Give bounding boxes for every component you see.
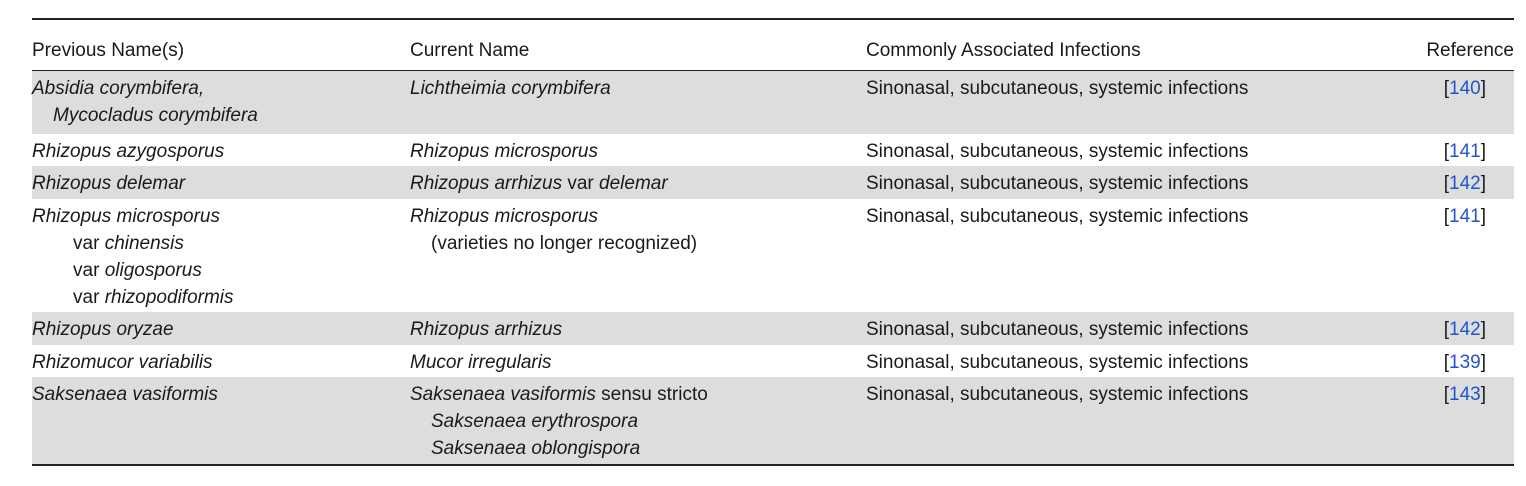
infection-text: Sinonasal, subcutaneous, systemic infections	[866, 384, 1249, 405]
bracket-open: [	[1443, 352, 1450, 373]
header-infections: Commonly Associated Infections	[866, 40, 1141, 61]
table-row	[32, 312, 1514, 345]
bracket-close: ]	[1480, 384, 1486, 405]
table-row	[32, 199, 1514, 312]
table-row	[32, 377, 1514, 464]
current-name-text: Saksenaea erythrospora	[431, 411, 639, 432]
cell-previous-name	[32, 316, 410, 345]
bracket-close: ]	[1480, 352, 1486, 373]
bracket-open: [	[1443, 319, 1450, 340]
cell-infections	[866, 349, 1396, 377]
cell-reference	[1396, 170, 1514, 199]
current-name-text: Saksenaea oblongispora	[431, 438, 641, 459]
current-name-note: (varieties no longer recognized)	[431, 233, 698, 254]
cell-previous-name	[32, 203, 410, 312]
bracket-open: [	[1443, 173, 1450, 194]
variety-label: var	[73, 260, 105, 281]
header-current-name: Current Name	[410, 40, 530, 61]
current-name-qualifier: var	[562, 173, 600, 194]
cell-reference	[1396, 381, 1514, 464]
cell-current-name	[410, 349, 866, 377]
bracket-close: ]	[1480, 141, 1486, 162]
cell-previous-name	[32, 75, 410, 134]
infection-text: Sinonasal, subcutaneous, systemic infections	[866, 78, 1249, 99]
cell-infections	[866, 75, 1396, 134]
cell-reference	[1396, 349, 1514, 377]
current-name-text: Lichtheimia corymbifera	[410, 78, 611, 99]
bracket-open: [	[1443, 78, 1450, 99]
previous-name-text: Mycocladus corymbifera	[53, 105, 258, 126]
reference-link[interactable]: 142	[1449, 173, 1481, 194]
cell-infections	[866, 203, 1396, 312]
previous-name-text: Rhizopus oryzae	[32, 319, 174, 340]
cell-current-name	[410, 138, 866, 166]
cell-previous-name	[32, 138, 410, 166]
header-reference: Reference	[1426, 40, 1514, 61]
cell-current-name	[410, 170, 866, 199]
variety-name: rhizopodiformis	[104, 287, 234, 308]
table-row	[32, 345, 1514, 377]
reference-link[interactable]: 142	[1449, 319, 1481, 340]
taxonomy-table	[32, 18, 1514, 466]
cell-reference	[1396, 203, 1514, 312]
bracket-open: [	[1443, 384, 1450, 405]
current-name-text: Rhizopus arrhizus	[410, 173, 563, 194]
table-header-row	[32, 20, 1514, 71]
current-name-text: Mucor irregularis	[410, 352, 552, 373]
reference-link[interactable]: 139	[1449, 352, 1481, 373]
previous-name-text: Absidia corymbifera,	[32, 78, 205, 99]
current-name-qualifier: sensu stricto	[595, 384, 708, 405]
cell-previous-name	[32, 381, 410, 464]
variety-label: var	[73, 287, 105, 308]
cell-reference	[1396, 316, 1514, 345]
cell-infections	[866, 316, 1396, 345]
variety-name: chinensis	[104, 233, 184, 254]
variety-name: oligosporus	[104, 260, 202, 281]
infection-text: Sinonasal, subcutaneous, systemic infections	[866, 173, 1249, 194]
cell-reference	[1396, 75, 1514, 134]
bracket-open: [	[1443, 141, 1450, 162]
cell-current-name	[410, 75, 866, 134]
cell-current-name	[410, 203, 866, 312]
cell-current-name	[410, 316, 866, 345]
bracket-close: ]	[1480, 173, 1486, 194]
previous-name-text: Rhizopus delemar	[32, 173, 186, 194]
current-name-variety: delemar	[599, 173, 668, 194]
bracket-close: ]	[1480, 206, 1486, 227]
previous-name-text: Saksenaea vasiformis	[32, 384, 218, 405]
current-name-text: Rhizopus microsporus	[410, 141, 598, 162]
table-row	[32, 134, 1514, 166]
cell-previous-name	[32, 349, 410, 377]
current-name-text: Rhizopus arrhizus	[410, 319, 563, 340]
cell-infections	[866, 170, 1396, 199]
previous-name-text: Rhizopus azygosporus	[32, 141, 225, 162]
table-row	[32, 166, 1514, 199]
current-name-text: Rhizopus microsporus	[410, 206, 598, 227]
cell-infections	[866, 138, 1396, 166]
infection-text: Sinonasal, subcutaneous, systemic infections	[866, 141, 1249, 162]
table-row	[32, 71, 1514, 134]
current-name-text: Saksenaea vasiformis	[410, 384, 596, 405]
reference-link[interactable]: 143	[1449, 384, 1481, 405]
bracket-close: ]	[1480, 319, 1486, 340]
bracket-open: [	[1443, 206, 1450, 227]
bracket-close: ]	[1480, 78, 1486, 99]
previous-name-text: Rhizomucor variabilis	[32, 352, 213, 373]
cell-reference	[1396, 138, 1514, 166]
reference-link[interactable]: 140	[1449, 78, 1481, 99]
infection-text: Sinonasal, subcutaneous, systemic infections	[866, 206, 1249, 227]
reference-link[interactable]: 141	[1449, 206, 1481, 227]
infection-text: Sinonasal, subcutaneous, systemic infections	[866, 319, 1249, 340]
cell-current-name	[410, 381, 866, 464]
infection-text: Sinonasal, subcutaneous, systemic infections	[866, 352, 1249, 373]
cell-infections	[866, 381, 1396, 464]
variety-label: var	[73, 233, 105, 254]
header-previous-names: Previous Name(s)	[32, 40, 185, 61]
previous-name-text: Rhizopus microsporus	[32, 206, 220, 227]
table-bottom-rule	[32, 464, 1514, 466]
reference-link[interactable]: 141	[1449, 141, 1481, 162]
cell-previous-name	[32, 170, 410, 199]
